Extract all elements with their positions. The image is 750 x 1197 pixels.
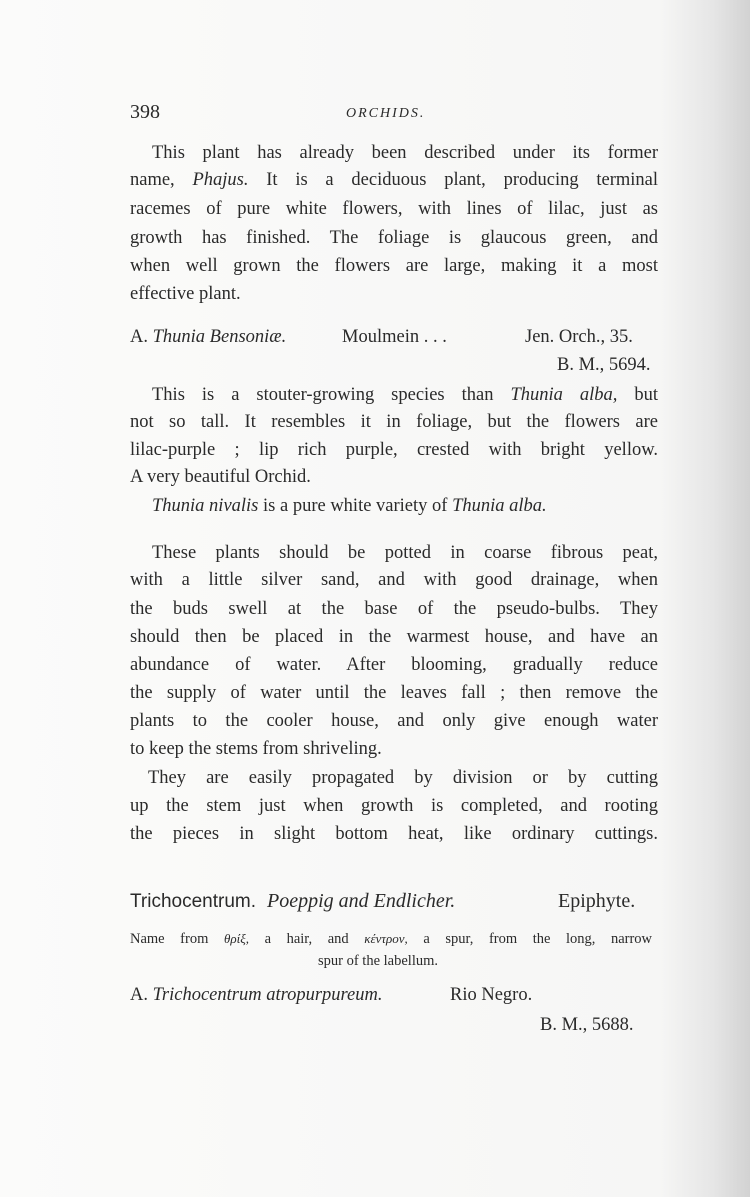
text-run: is a pure white variety of (258, 496, 453, 516)
genus-habit: Epiphyte. (558, 890, 636, 912)
text-run: a spur, from the long, narrow (407, 931, 653, 947)
species-name: Trichocentrum atropurpureum. (152, 985, 383, 1005)
page-number: 398 (130, 101, 160, 123)
genus-name: Trichocentrum. (130, 891, 256, 912)
species-heading (130, 325, 286, 349)
text-line: not so tall. It resembles it in foliage, but the flowers are (130, 412, 658, 432)
text-line: plants to the cooler house, and only give enough water (130, 711, 658, 731)
species-name: Thunia Bensoniæ. (152, 327, 287, 347)
text-line: the pieces in slight bottom heat, like ordinary cuttings. (130, 824, 658, 844)
running-title: ORCHIDS. (346, 106, 426, 121)
greek-word: κέντρον, (364, 931, 408, 946)
text-run: This is a stouter-growing species than (152, 385, 511, 405)
text-line: A very beautiful Orchid. (130, 467, 311, 487)
italic-name: Thunia nivalis (152, 496, 259, 516)
species-locality: Moulmein . . . (342, 327, 447, 347)
text-line: with a little silver sand, and with good drainage, when (130, 570, 658, 590)
entry-prefix: A. (130, 985, 153, 1005)
text-line: growth has finished. The foliage is glaucous green, and (130, 228, 658, 248)
species-reference: B. M., 5694. (557, 355, 651, 375)
entry-prefix: A. (130, 327, 153, 347)
species-locality: Rio Negro. (450, 985, 533, 1005)
text-line: to keep the stems from shriveling. (130, 739, 382, 759)
italic-name: Thunia alba. (452, 496, 547, 516)
text-run: Name from (130, 931, 224, 947)
text-line: These plants should be potted in coarse fibrous peat, (152, 543, 658, 563)
text-line: up the stem just when growth is completed, and rooting (130, 796, 658, 816)
genus-authors: Poeppig and Endlicher. (267, 890, 456, 912)
text-line (130, 168, 658, 192)
species-reference: Jen. Orch., 35. (525, 327, 633, 347)
etymology-line (130, 927, 652, 951)
text-line: abundance of water. After blooming, gradually reduce (130, 655, 658, 675)
species-reference: B. M., 5688. (540, 1015, 634, 1035)
genus-heading (130, 889, 455, 914)
italic-name: Phajus. (192, 170, 249, 190)
text-line: when well grown the flowers are large, making it a most (130, 256, 658, 276)
text-run: a hair, and (249, 931, 365, 947)
text-line: should then be placed in the warmest house, and have an (130, 627, 658, 647)
etymology-line: spur of the labellum. (318, 953, 439, 969)
text-run: but (617, 385, 658, 405)
text-line: the buds swell at the base of the pseudo-bulbs. They (130, 599, 658, 619)
text-line: lilac-purple ; lip rich purple, crested with bright yellow. (130, 440, 658, 460)
text-line: racemes of pure white flowers, with lines of lilac, just as (130, 199, 658, 219)
text-run: It is a deciduous plant, producing terminal (248, 170, 659, 190)
text-line (152, 383, 658, 407)
text-line: They are easily propagated by division or by cutting (148, 768, 658, 788)
italic-name: Thunia alba, (510, 385, 618, 405)
greek-word: θρίξ, (223, 931, 250, 946)
text-line: effective plant. (130, 284, 241, 304)
text-line (152, 494, 547, 518)
species-heading (130, 983, 383, 1007)
text-run: name, (130, 170, 193, 190)
text-line: the supply of water until the leaves fall ; then remove the (130, 683, 658, 703)
text-line: This plant has already been described under its former (152, 143, 658, 163)
